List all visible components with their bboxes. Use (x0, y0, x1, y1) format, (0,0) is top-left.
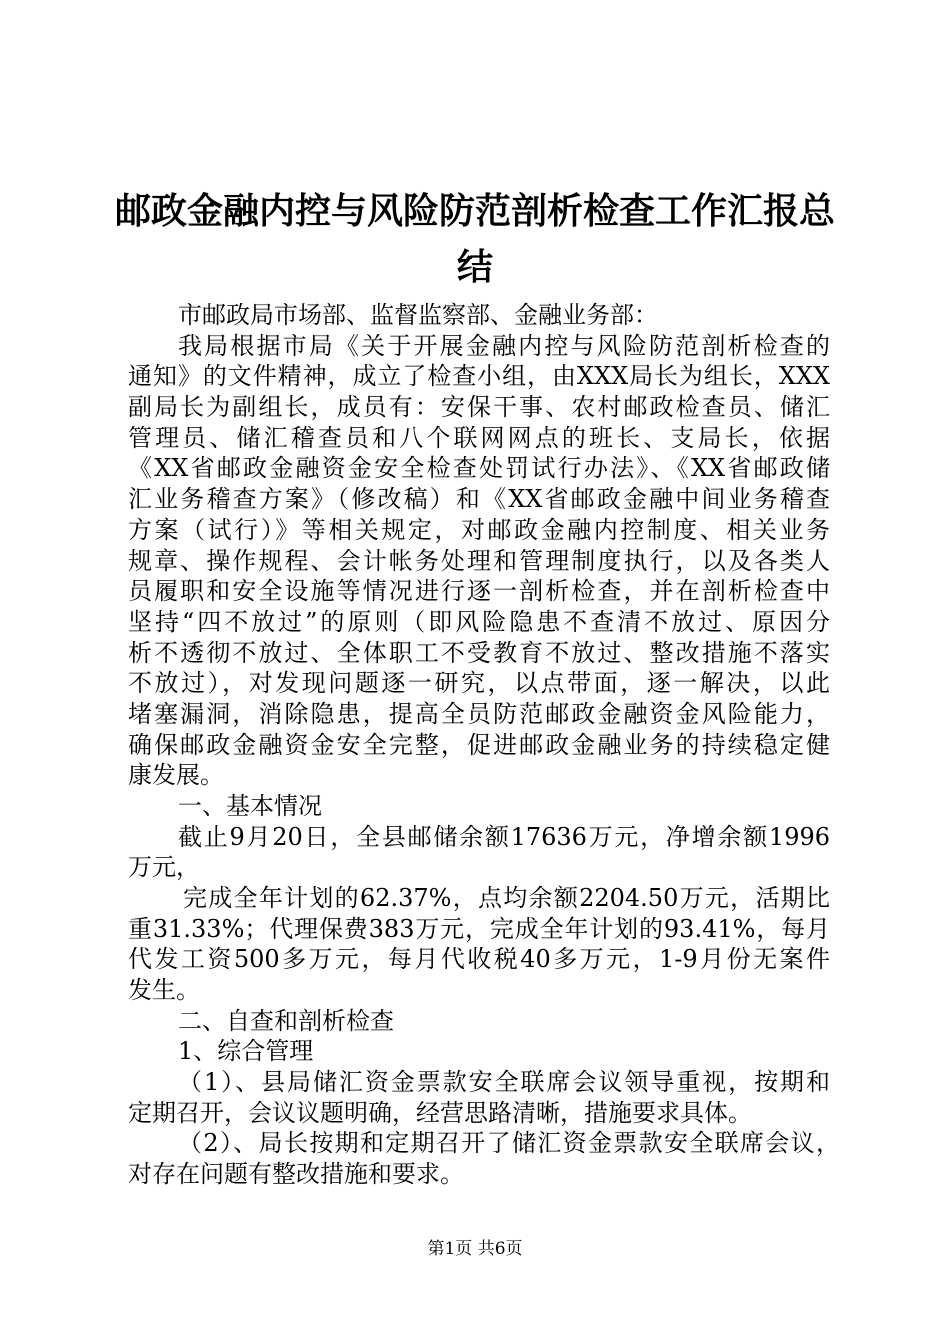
paragraph-line: 万元， (128, 853, 200, 881)
paragraph-line: 堵塞漏洞，消除隐患，提高全员防范邮政金融资金风险能力， (128, 700, 830, 728)
document-title-line-2: 结 (456, 247, 493, 288)
paragraph-line: 员履职和安全设施等情况进行逐一剖析检查，并在剖析检查中 (128, 577, 830, 605)
subsection-heading-general-management: 1、综合管理 (178, 1037, 314, 1065)
paragraph-line: 代发工资500多万元，每月代收税40多万元，1-9月份无案件 (128, 945, 830, 973)
paragraph-line: 康发展。 (128, 761, 224, 789)
page-number-footer: 第1页 共6页 (427, 1239, 523, 1259)
paragraph-line: 管理员、储汇稽查员和八个联网网点的班长、支局长，依据 (128, 424, 830, 452)
paragraph-line: 对存在问题有整改措施和要求。 (128, 1160, 464, 1188)
salutation: 市邮政局市场部、监督监察部、金融业务部： (178, 301, 658, 329)
paragraph-line: 《XX省邮政金融资金安全检查处罚试行办法》、《XX省邮政储 (128, 454, 830, 482)
paragraph-line: 完成全年计划的62.37%，点均余额2204.50万元，活期比 (183, 884, 830, 912)
paragraph-line: 方案（试行）》等相关规定，对邮政金融内控制度、相关业务 (128, 516, 830, 544)
paragraph-line: 重31.33%；代理保费383万元，完成全年计划的93.41%，每月 (128, 915, 830, 943)
paragraph-line: 我局根据市局《关于开展金融内控与风险防范剖析检查的 (178, 332, 830, 360)
paragraph-line: 析不透彻不放过、全体职工不受教育不放过、整改措施不落实 (128, 639, 830, 667)
paragraph-line: 发生。 (128, 976, 200, 1004)
paragraph-line: 定期召开，会议议题明确，经营思路清晰，措施要求具体。 (128, 1099, 752, 1127)
paragraph-line: 汇业务稽查方案》（修改稿）和《XX省邮政金融中间业务稽查 (128, 485, 830, 513)
paragraph-line: 不放过），对发现问题逐一研究，以点带面，逐一解决，以此 (128, 669, 830, 697)
paragraph-line: 规章、操作规程、会计帐务处理和管理制度执行，以及各类人 (128, 547, 830, 575)
paragraph-line: 坚持“四不放过”的原则（即风险隐患不查清不放过、原因分 (128, 608, 830, 636)
paragraph-line: 通知》的文件精神，成立了检查小组，由XXX局长为组长，XXX (128, 362, 830, 390)
paragraph-line: 截止9月20日，全县邮储余额17636万元，净增余额1996 (178, 823, 830, 851)
paragraph-line: （2）、局长按期和定期召开了储汇资金票款安全联席会议， (178, 1129, 840, 1157)
paragraph-line: 副局长为副组长，成员有：安保干事、农村邮政检查员、储汇 (128, 393, 830, 421)
section-heading-self-check: 二、自查和剖析检查 (178, 1007, 394, 1035)
paragraph-line: 确保邮政金融资金安全完整，促进邮政金融业务的持续稳定健 (128, 731, 830, 759)
section-heading-basic-info: 一、基本情况 (178, 792, 322, 820)
paragraph-line: （1）、县局储汇资金票款安全联席会议领导重视，按期和 (178, 1068, 830, 1096)
document-title-line-1: 邮政金融内控与风险防范剖析检查工作汇报总 (114, 191, 835, 232)
